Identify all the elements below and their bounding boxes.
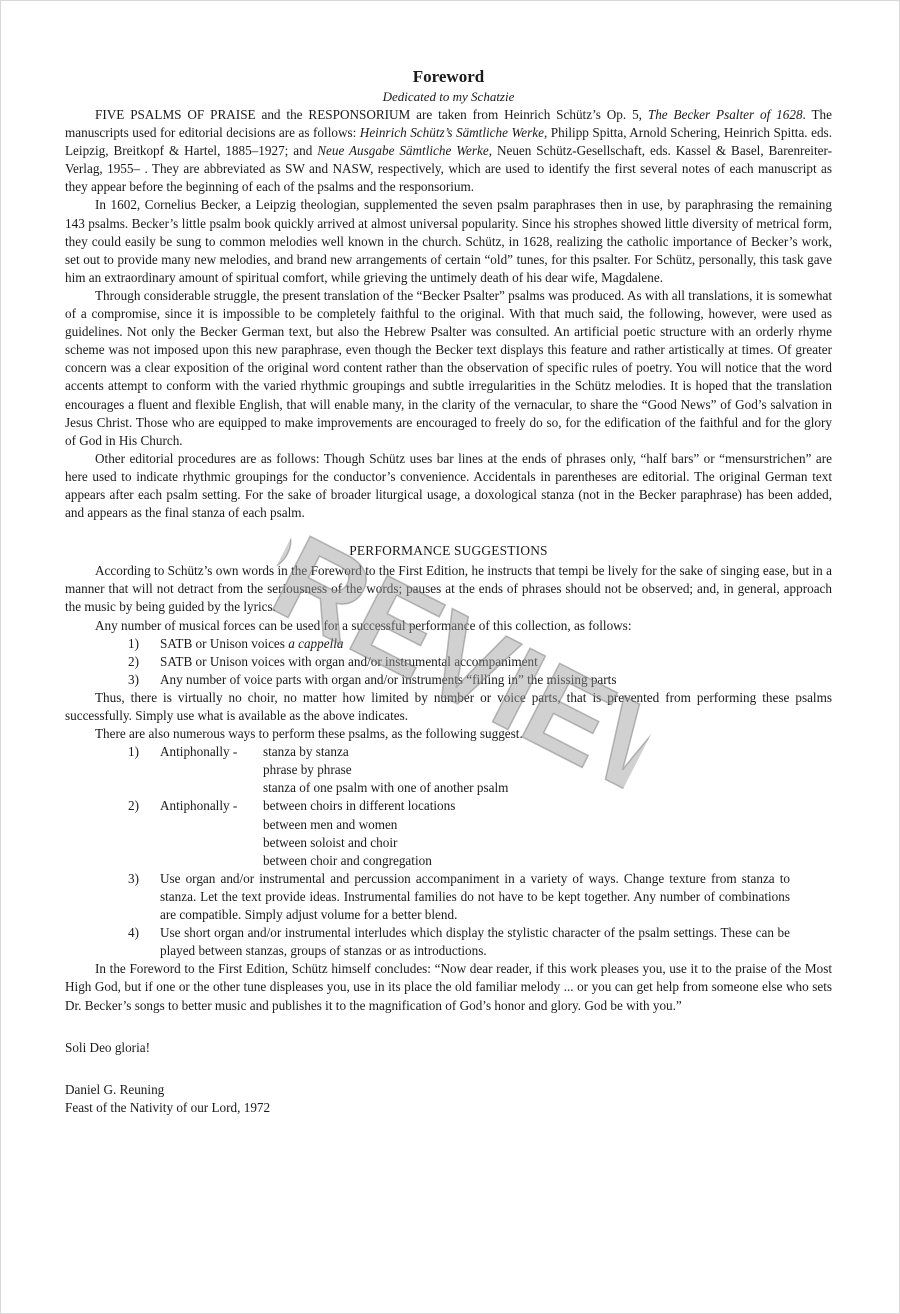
text-run: FIVE PSALMS OF PRAISE and the RESPONSORIUM are taken from Heinrich Schütz’s Op. 5, [95, 107, 648, 122]
page-title: Foreword [412, 67, 485, 86]
list-number: 4) [128, 925, 139, 941]
list-text-italic: a cappella [288, 635, 344, 651]
paragraph-forces-intro: Any number of musical forces can be used for a successful performance of this collection, as follows: [95, 617, 632, 633]
document-page [65, 66, 832, 1117]
signature-block [65, 1081, 832, 1117]
paragraph-translation: Through considerable struggle, the present translation of the “Becker Psalter” psalms was produced. As with all translations, it is somewhat of a compromise, since it is impossible to be completely faithful to the original. With that much said, the following, however, were used as guidelines. Not only the Becker German text, but also the Hebrew Psalter was consulted. An artificial poetic structure with an orderly rhyme scheme was not imposed upon this new paraphrase, even though the Becker text displays this feature and rather artistically at times. Of greater concern was a clear exposition of the original word content rather than the observation of specific rules of poetry. You will notice that the word accents attempt to conform with the varied rhythmic groupings and subtle irregularities in the Schütz melodies. It is hoped that the translation encourages a fluent and flexible English, that will enable many, in the clarity of the vernacular, to share the “Good News” of God’s salvation in Jesus Christ. Those who are equipped to make improvements are encouraged to freely do so, for the edification of the faithful and for the glory of God in His Church. [65, 287, 832, 448]
list-label: Antiphonally - [160, 798, 238, 814]
paragraph-history: In 1602, Cornelius Becker, a Leipzig theologian, supplemented the seven psalm paraphrases then in use, by paraphrasing the remaining 143 psalms. Becker’s little psalm book quickly arrived at almost universal popularity. Since his strophes showed little diversity of metrical form, they could easily be sung to common melodies well known in the church. Schütz, in 1628, realizing the catholic importance of Becker’s work, set out to provide many new melodies, and brand new arrangements of certain “old” tunes, for this psalter. For Schütz, personally, this task gave him an extraordinary amount of spiritual comfort, while grieving the untimely death of his dear wife, Magdalene. [65, 197, 832, 285]
list-item [65, 635, 832, 653]
list-text: SATB or Unison voices [160, 635, 289, 651]
list-text: Use organ and/or instrumental and percussion accompaniment in a variety of ways. Change texture from stanza to stanza. Let the text provide ideas. Instrumental families do not have to be kept together. Any number of combinations are compatible. Simply adjust volume for a better blend. [160, 870, 790, 923]
list-number: 3) [128, 870, 139, 886]
list-item [65, 743, 832, 797]
text-run: , Neuen Schütz-Gesellschaft, eds. Kassel & Basel, Barenreiter-Verlag, 1955– . They are abbreviated as SW and NASW, respectively, which are used to identify the first several notes of each manuscript as they appear before the beginning of each of the psalms and the responsorium. [65, 143, 832, 195]
closing-line: Soli Deo gloria! [65, 1039, 150, 1055]
title-becker-psalter: The Becker Psalter of 1628 [647, 107, 803, 122]
list-label: Antiphonally - [160, 744, 238, 760]
option-line: stanza of one psalm with one of another psalm [263, 780, 509, 796]
list-number: 2) [128, 653, 139, 669]
paragraph-any-choir: Thus, there is virtually no choir, no matter how limited by number or voice parts, that is prevented from performing these psalms successfully. Simply use what is available as the above indicates. [65, 689, 832, 723]
author-name: Daniel G. Reuning [65, 1081, 165, 1097]
text-run: , Philipp Spitta, Arnold Schering, Heinrich Spitta. eds. Leipzig, Breitkopf & Hartel, 1885–1927; and [65, 125, 832, 159]
signature-date: Feast of the Nativity of our Lord, 1972 [65, 1099, 271, 1115]
list-item [65, 924, 832, 960]
dedication: Dedicated to my Schatzie [382, 89, 515, 104]
title-samtliche-werke: Heinrich Schütz’s Sämtliche Werke [359, 125, 544, 141]
option-line: between soloist and choir [263, 834, 398, 850]
text-run: . The manuscripts used for editorial decisions are as follows: [65, 107, 833, 141]
list-item [65, 870, 832, 924]
list-number: 1) [128, 744, 139, 760]
list-text: Any number of voice parts with organ and/or instruments “filling in” the missing parts [160, 671, 617, 687]
list-number: 2) [128, 798, 139, 814]
paragraph-tempi: According to Schütz’s own words in the Foreword to the First Edition, he instructs that tempi be lively for the sake of singing ease, but in a manner that will not detract from the seriousness of the words; pauses at the ends of phrases should not be observed; and, in general, approach the music by being guided by the lyrics. [65, 563, 832, 615]
ways-list [65, 743, 832, 960]
option-line: between choirs in different locations [263, 798, 456, 814]
paragraph-ways-intro: There are also numerous ways to perform these psalms, as the following suggest. [95, 726, 523, 742]
list-text: Use short organ and/or instrumental interludes which display the stylistic character of the psalm settings. These can be played between stanzas, groups of stanzas or as introductions. [160, 925, 790, 959]
paragraph-sources [65, 106, 832, 196]
paragraph-editorial: Other editorial procedures are as follows: Though Schütz uses bar lines at the ends of phrases only, “half bars” or “mensurstrichen” are here used to indicate rhythmic groupings for the conductor’s convenience. Accidentals in parentheses are editorial. The original German text appears after each psalm setting. For the sake of broader liturgical usage, a doxological stanza (not in the Becker paraphrase) has been added, and appears as the final stanza of each psalm. [65, 450, 832, 521]
forces-list [65, 635, 832, 689]
section-heading-performance: PERFORMANCE SUGGESTIONS [349, 543, 548, 559]
option-line: between choir and congregation [263, 852, 432, 868]
title-neue-ausgabe: Neue Ausgabe Sämtliche Werke [317, 143, 489, 159]
list-item [65, 671, 832, 689]
paragraph-conclusion: In the Foreword to the First Edition, Schütz himself concludes: “Now dear reader, if this work pleases you, use it to the praise of the Most High God, but if one or the other tune displeases you, use in its place the old familiar melody ... or you can get help from someone else who sets Dr. Becker’s songs to better music and publishes it to the magnification of God’s honor and glory. God be with you.” [65, 961, 832, 1013]
list-item [65, 653, 832, 671]
watermark-text: PREVIEW [239, 490, 681, 825]
list-number: 3) [128, 671, 139, 687]
option-line: stanza by stanza [263, 744, 349, 760]
list-item [65, 797, 832, 869]
list-text: SATB or Unison voices with organ and/or instrumental accompaniment [160, 653, 538, 669]
option-line: between men and women [263, 816, 398, 832]
list-number: 1) [128, 635, 139, 651]
option-line: phrase by phrase [263, 762, 352, 778]
